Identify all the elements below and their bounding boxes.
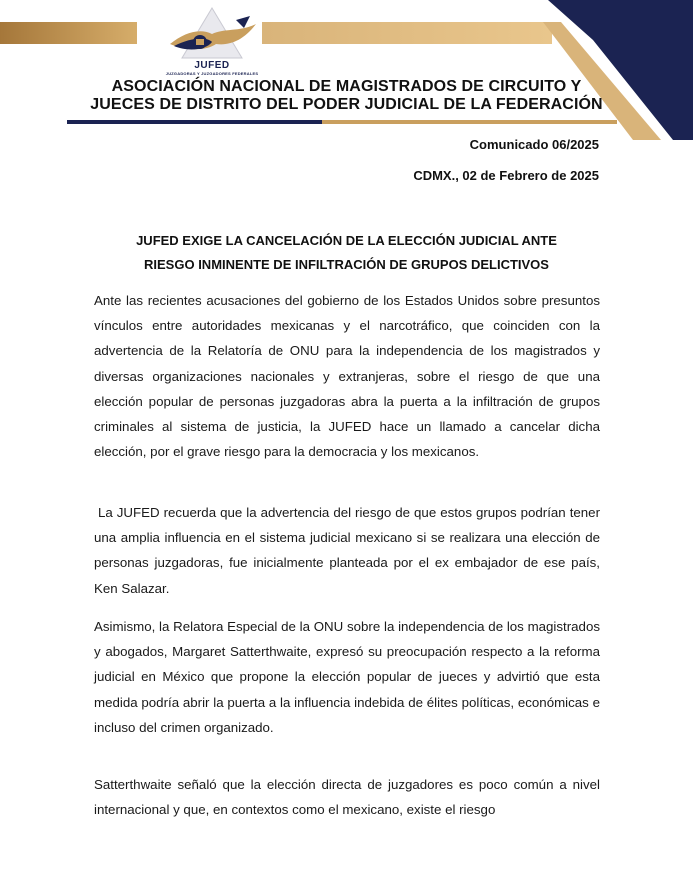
header-rule-navy [67, 120, 322, 124]
gold-banner-right [262, 22, 552, 44]
headline-line-2: RIESGO INMINENTE DE INFILTRACIÓN DE GRUPOS DELICTIVOS [144, 257, 549, 272]
body-paragraph-1: Ante las recientes acusaciones del gobierno de los Estados Unidos sobre presuntos vínculos entre autoridades mexicanas y el narcotráfico, que coinciden con la advertencia de la Relatoría de ONU para la independencia de los magistrados y diversas organizaciones nacionales y extranjeras, sobre el riesgo de que una elección popular de personas juzgadoras abra la puerta a la infiltración de grupos criminales al sistema de justicia, la JUFED hace un llamado a cancelar dicha elección, por el grave riesgo para la democracia y los mexicanos. [94, 293, 600, 460]
logo-name: JUFED [194, 60, 230, 71]
body-paragraph-2: La JUFED recuerda que la advertencia del riesgo de que estos grupos podrían tener una amplia influencia en el sistema judicial mexicano si se realizara una elección de personas juzgadoras, fue inicialmente planteada por el ex embajador de ese país, Ken Salazar. [94, 505, 604, 596]
body-paragraph-4: Satterthwaite señaló que la elección directa de juzgadores es poco común a nivel internacional y que, en contextos como el mexicano, existe el riesgo [94, 777, 600, 818]
logo-subtitle: JUZGADORAS Y JUZGADORES FEDERALES [165, 71, 259, 76]
corner-ribbon-decoration [543, 0, 693, 140]
body-paragraph-3: Asimismo, la Relatora Especial de la ONU sobre la independencia de los magistrados y abogados, Margaret Satterthwaite, expresó su preocupación respecto a la reforma judicial en México que propone la elección popular de jueces y advirtió que esta medida podría abrir la puerta a la influencia indebida de élites políticas, económicas e incluso del crimen organizado. [94, 619, 600, 735]
header-rule-gold [322, 120, 617, 124]
gold-banner-left [0, 22, 137, 44]
comunicado-number: Comunicado 06/2025 [469, 137, 599, 152]
organization-name-line-1: ASOCIACIÓN NACIONAL DE MAGISTRADOS DE CIRCUITO Y [111, 78, 582, 95]
place-and-date: CDMX., 02 de Febrero de 2025 [413, 168, 599, 183]
headline-line-1: JUFED EXIGE LA CANCELACIÓN DE LA ELECCIÓN JUDICIAL ANTE [136, 233, 557, 248]
organization-name-line-2: JUECES DE DISTRITO DEL PODER JUDICIAL DE LA FEDERACIÓN [90, 96, 603, 113]
